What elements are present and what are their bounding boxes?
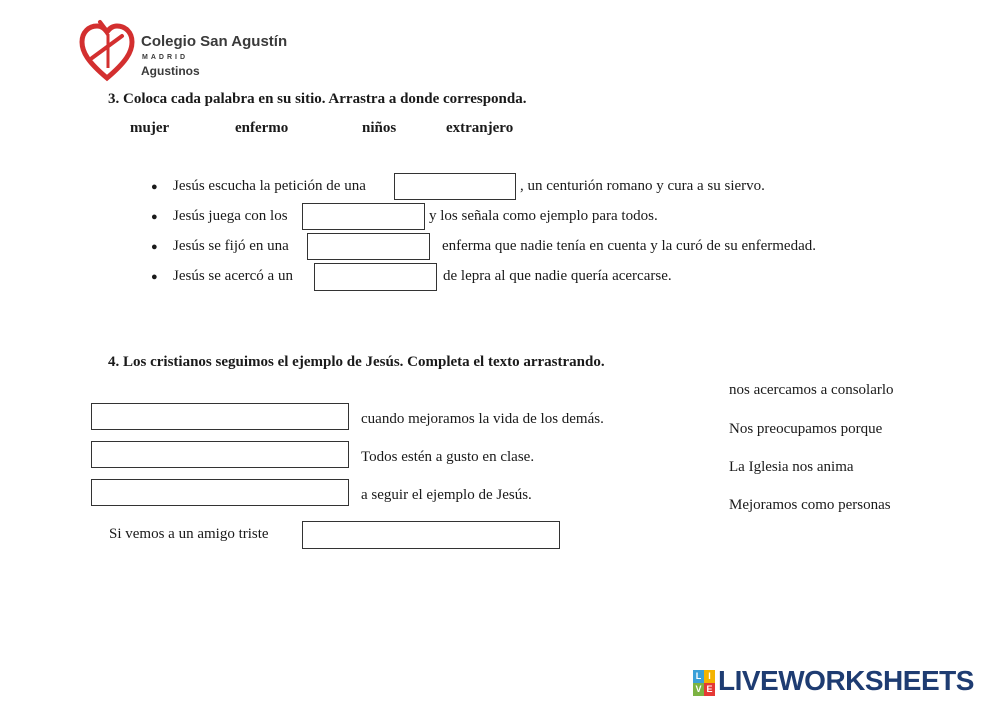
drop-zone-q4-4[interactable] (302, 521, 560, 549)
q4-line-2-after: Todos estén a gusto en clase. (361, 449, 535, 465)
question-4-title: 4. Los cristianos seguimos el ejemplo de Jesús. Completa el texto arrastrando. (108, 354, 605, 370)
sentence-4-after: de lepra al que nadie quería acercarse. (443, 268, 672, 284)
sentence-2-after: y los señala como ejemplo para todos. (429, 208, 658, 224)
drop-zone-q4-3[interactable] (91, 479, 349, 506)
school-logo (78, 18, 288, 83)
q4-line-3-after: a seguir el ejemplo de Jesús. (361, 487, 532, 503)
sentence-1-before: Jesús escucha la petición de una (173, 178, 366, 194)
bullet-icon: ● (151, 241, 158, 253)
bullet-icon: ● (151, 271, 158, 283)
draggable-word-extranjero[interactable]: extranjero (446, 120, 514, 136)
bullet-icon: ● (151, 181, 158, 193)
badge-letter-v: V (693, 683, 704, 696)
heart-logo-icon (78, 18, 136, 82)
draggable-option-2[interactable]: Nos preocupamos porque (729, 421, 883, 437)
sentence-4-before: Jesús se acercó a un (173, 268, 293, 284)
draggable-option-1[interactable]: nos acercamos a consolarlo (729, 382, 894, 398)
draggable-option-3[interactable]: La Iglesia nos anima (729, 459, 854, 475)
liveworksheets-brand: LIVEWORKSHEETS (718, 665, 974, 696)
school-name: Colegio San Agustín (141, 33, 288, 50)
drop-zone-q4-2[interactable] (91, 441, 349, 468)
badge-letter-i: I (704, 670, 715, 683)
drop-zone-q3-3[interactable] (307, 233, 430, 260)
draggable-word-ninos[interactable]: niños (362, 120, 397, 136)
liveworksheets-badge-icon (693, 670, 715, 696)
drop-zone-q3-4[interactable] (314, 263, 437, 291)
badge-letter-e: E (704, 683, 715, 696)
draggable-word-mujer[interactable]: mujer (130, 120, 170, 136)
drop-zone-q4-1[interactable] (91, 403, 349, 430)
sentence-1-after: , un centurión romano y cura a su siervo. (520, 178, 765, 194)
draggable-word-enfermo[interactable]: enfermo (235, 120, 289, 136)
question-3-title: 3. Coloca cada palabra en su sitio. Arrastra a donde corresponda. (108, 91, 527, 107)
sentence-2-before: Jesús juega con los (173, 208, 288, 224)
school-order: Agustinos (141, 64, 200, 78)
drop-zone-q3-2[interactable] (302, 203, 425, 230)
sentence-3-before: Jesús se fijó en una (173, 238, 289, 254)
bullet-icon: ● (151, 211, 158, 223)
draggable-option-4[interactable]: Mejoramos como personas (729, 497, 891, 513)
q4-line-1-after: cuando mejoramos la vida de los demás. (361, 411, 604, 427)
badge-letter-l: L (693, 670, 704, 683)
school-city: MADRID (142, 54, 188, 61)
sentence-3-after: enferma que nadie tenía en cuenta y la curó de su enfermedad. (442, 238, 816, 254)
drop-zone-q3-1[interactable] (394, 173, 516, 200)
q4-line-4-before: Si vemos a un amigo triste (109, 526, 269, 542)
